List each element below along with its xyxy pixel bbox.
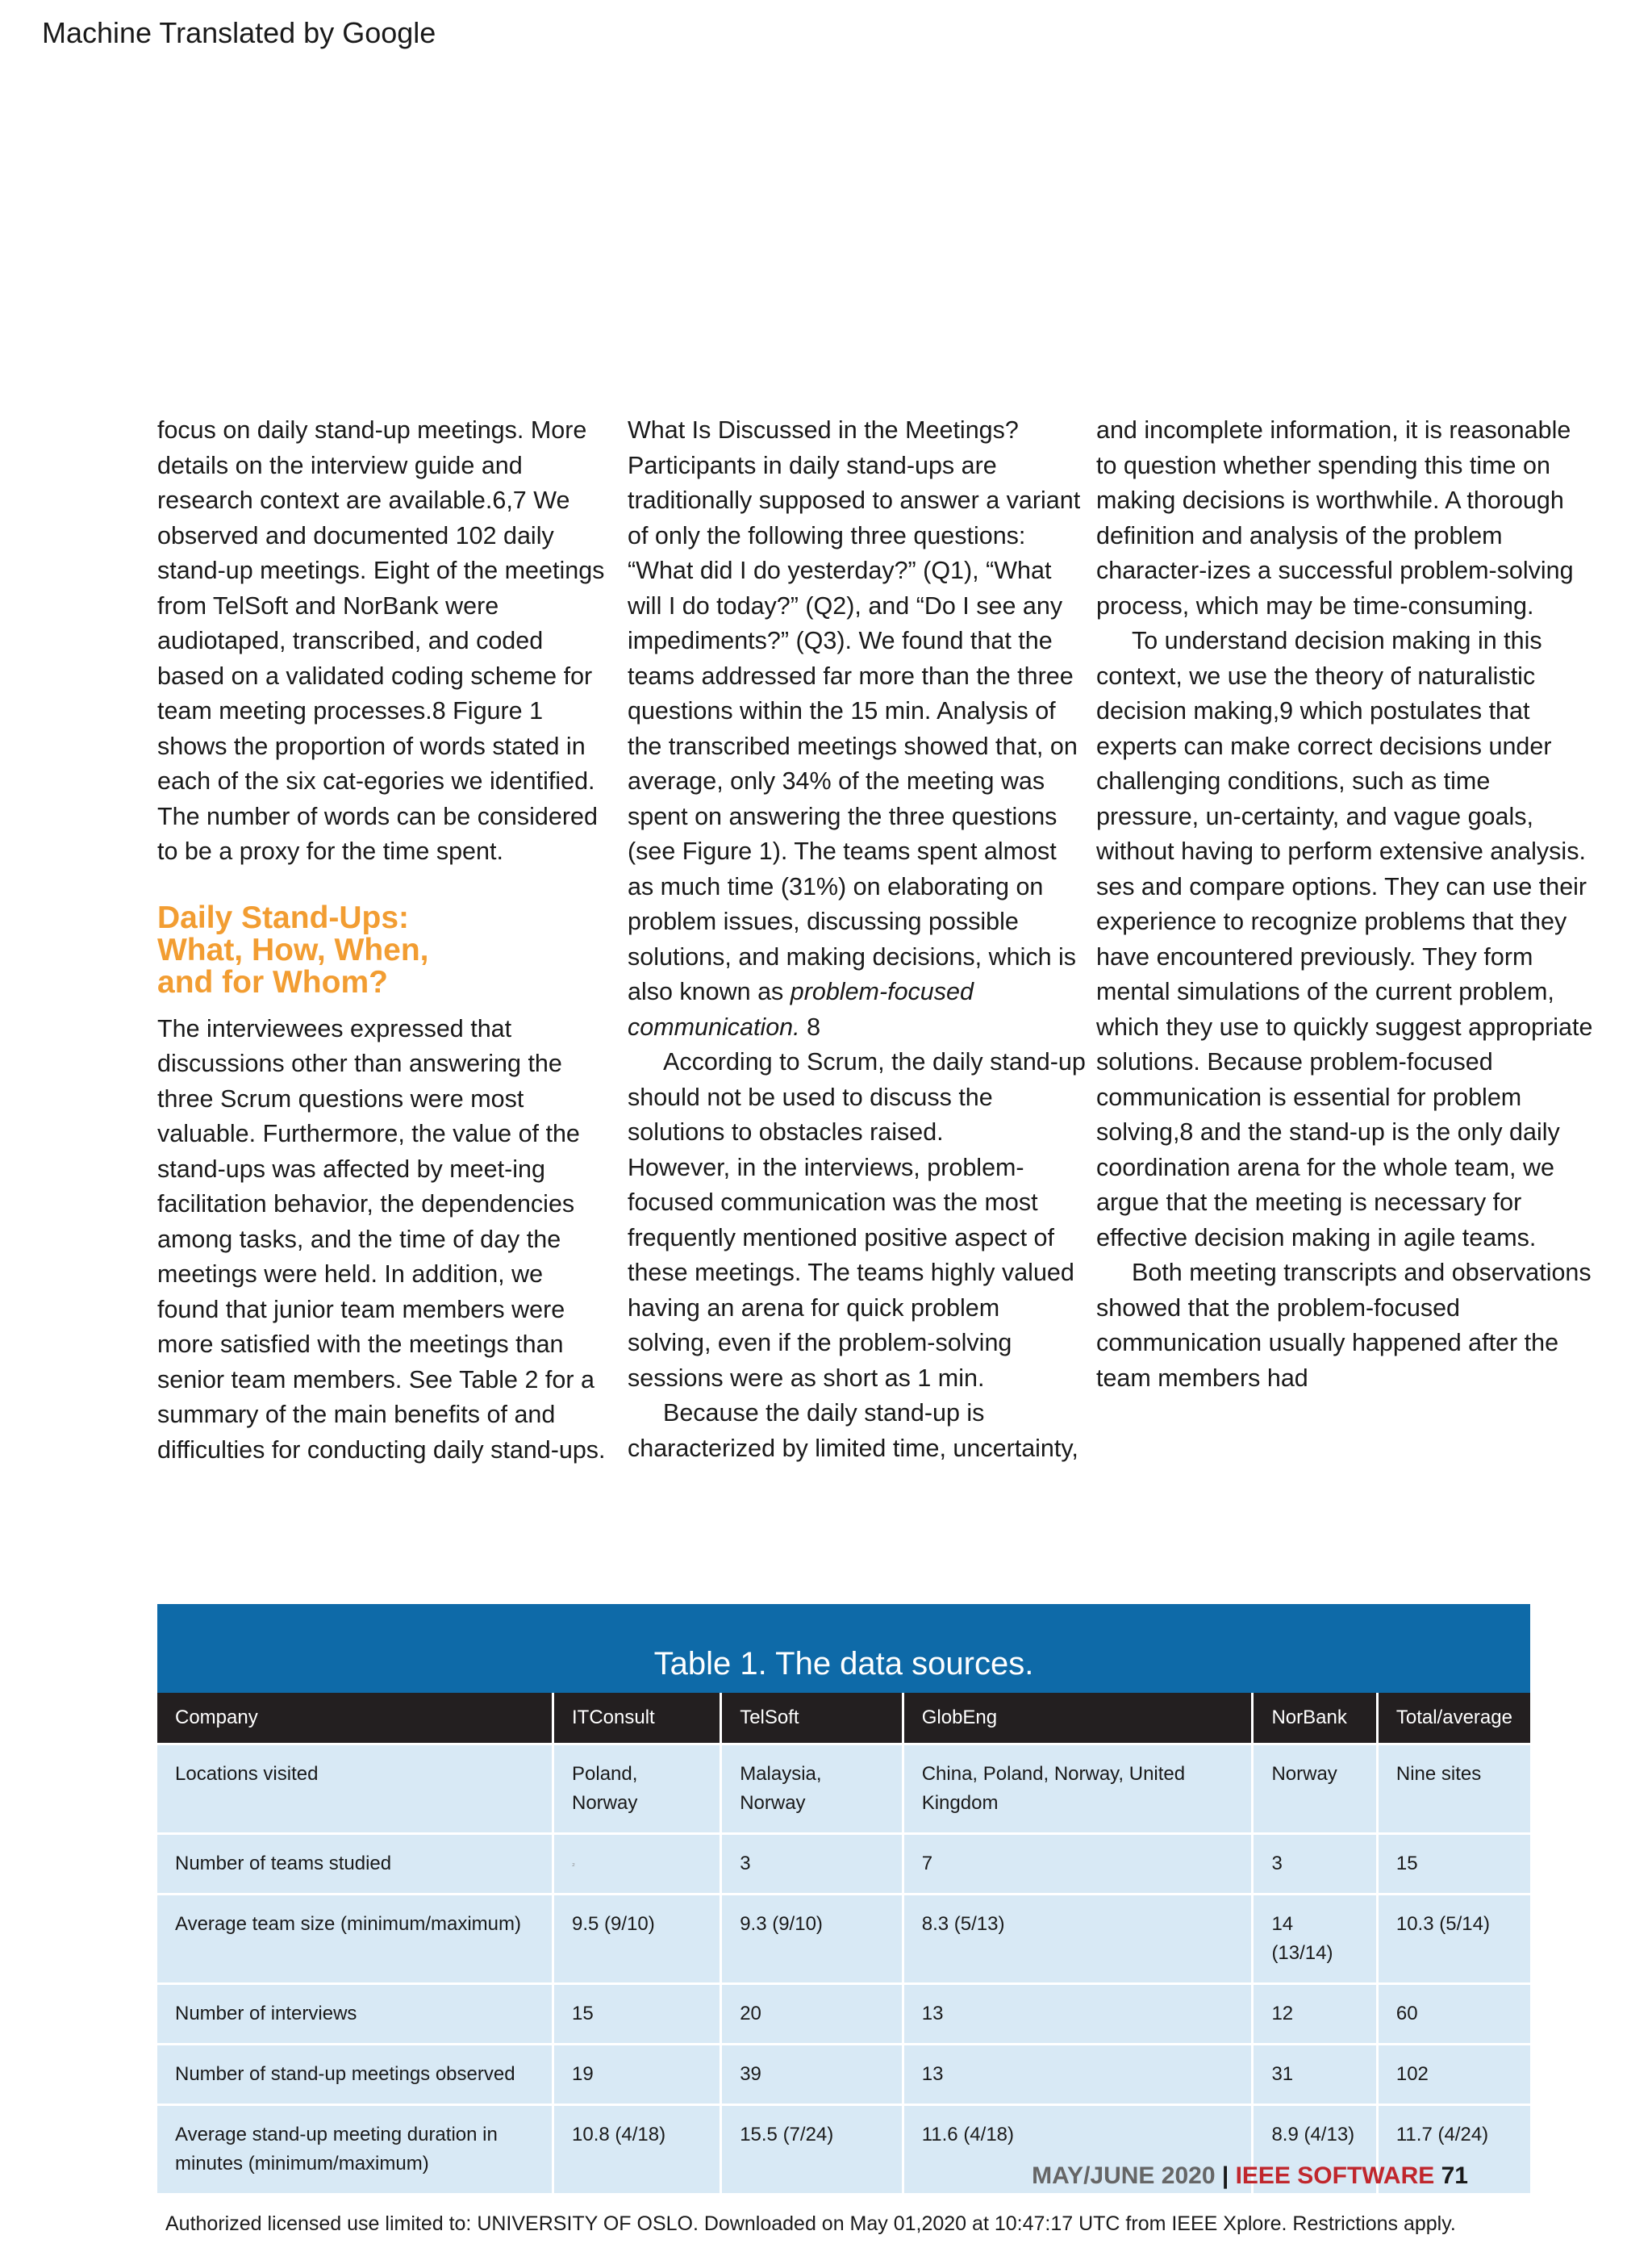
section-heading-line: and for Whom? bbox=[157, 964, 388, 1000]
section-heading bbox=[157, 902, 609, 999]
table-row bbox=[157, 1985, 1530, 2043]
table-cell: 15.5 (7/24) bbox=[722, 2106, 902, 2193]
journal-name: IEEE SOFTWARE bbox=[1235, 2162, 1435, 2189]
paragraph-text: Participants in daily stand-ups are traditionally supposed to answer a variant of only the following three questions: “What did I do yesterday?” (Q1), “What will I do today?” (Q2), and “Do I see any impediments?” (Q3). We found that the teams addressed far more than the three questions within the 15 min. Analysis of the transcribed meetings showed that, on average, only 34% of the meeting was spent on answering the three questions (see Figure 1). The teams spent almost as much time (31%) on elaborating on problem issues, discussing possible solutions, and making decisions, which is also known as bbox=[628, 451, 1081, 1005]
page-number: 71 bbox=[1434, 2162, 1468, 2189]
table-header-cell: Total/average bbox=[1379, 1693, 1530, 1743]
table-cell: 9.3 (9/10) bbox=[722, 1895, 902, 1982]
table-cell: ₂ bbox=[554, 1835, 720, 1893]
footer-separator: | bbox=[1215, 2162, 1236, 2189]
table-cell: 11.7 (4/24) bbox=[1379, 2106, 1530, 2193]
table-cell: 12 bbox=[1254, 1985, 1375, 2043]
reference-number: 8 bbox=[799, 1013, 821, 1041]
table-header-cell: TelSoft bbox=[722, 1693, 902, 1743]
table-title: Table 1. The data sources. bbox=[157, 1604, 1530, 1693]
table-cell: 8.9 (4/13) bbox=[1254, 2106, 1375, 2193]
table-cell: 3 bbox=[722, 1835, 902, 1893]
section-heading-line: Daily Stand-Ups: bbox=[157, 900, 410, 935]
table-cell: Malaysia, Norway bbox=[722, 1745, 902, 1832]
table-row bbox=[157, 1745, 1530, 1832]
table-cell: Norway bbox=[1254, 1745, 1375, 1832]
body-paragraph: The interviewees expressed that discussions other than answering the three Scrum questions were most valuable. Furthermore, the value of the stand-ups was affected by meet-ing facilitation behavior, the dependencies among tasks, and the time of day the meetings were held. In addition, we found that junior team members were more satisfied with the meetings than senior team members. See Table 2 for a summary of the main benefits of and difficulties for conducting daily stand-ups. bbox=[157, 1014, 606, 1464]
table-cell: 10.3 (5/14) bbox=[1379, 1895, 1530, 1982]
table-header-cell: ITConsult bbox=[554, 1693, 720, 1743]
table-row bbox=[157, 1895, 1530, 1982]
table-cell: Number of stand-up meetings observed bbox=[157, 2045, 552, 2104]
text-column-3 bbox=[1096, 413, 1596, 1396]
table-cell: 31 bbox=[1254, 2045, 1375, 2104]
table-cell: Number of interviews bbox=[157, 1985, 552, 2043]
body-paragraph: However, in the interviews, problem-focused communication was the most frequently mentioned positive aspect of these meetings. The teams highly valued having an arena for quick problem solving, even if the problem-solving sessions were as short as 1 min. bbox=[628, 1153, 1074, 1392]
table-cell: 39 bbox=[722, 2045, 902, 2104]
table-cell: 14 (13/14) bbox=[1254, 1895, 1375, 1982]
table-cell: 9.5 (9/10) bbox=[554, 1895, 720, 1982]
table-cell: 13 bbox=[904, 1985, 1252, 2043]
table-cell: China, Poland, Norway, United Kingdom bbox=[904, 1745, 1252, 1832]
table-cell: 13 bbox=[904, 2045, 1252, 2104]
section-heading-line: What, How, When, bbox=[157, 932, 429, 967]
table-cell: Poland, Norway bbox=[554, 1745, 720, 1832]
body-paragraph: Both meeting transcripts and observations showed that the problem-focused communication usually happened after the team members had bbox=[1096, 1259, 1592, 1392]
table-cell: 19 bbox=[554, 2045, 720, 2104]
table-cell: 15 bbox=[554, 1985, 720, 2043]
table-cell: Average team size (minimum/maximum) bbox=[157, 1895, 552, 1982]
table-row bbox=[157, 2045, 1530, 2104]
body-paragraph: Because the daily stand-up is characterized by limited time, uncertainty, bbox=[628, 1399, 1078, 1462]
table-cell: 11.6 (4/18) bbox=[904, 2106, 1252, 2193]
table-cell: 15 bbox=[1379, 1835, 1530, 1893]
table-cell: 102 bbox=[1379, 2045, 1530, 2104]
table bbox=[155, 1690, 1533, 2195]
table-cell: Locations visited bbox=[157, 1745, 552, 1832]
machine-translation-banner: Machine Translated by Google bbox=[42, 16, 436, 49]
table-header-row bbox=[157, 1693, 1530, 1743]
table-cell: 8.3 (5/13) bbox=[904, 1895, 1252, 1982]
table-row bbox=[157, 1835, 1530, 1893]
subsection-heading: What Is Discussed in the Meetings? bbox=[628, 416, 1019, 444]
table-cell: Number of teams studied bbox=[157, 1835, 552, 1893]
body-paragraph: According to Scrum, the daily stand-up should not be used to discuss the solutions to obstacles raised. bbox=[628, 1048, 1086, 1146]
table-cell: 20 bbox=[722, 1985, 902, 2043]
body-paragraph bbox=[628, 413, 1087, 1045]
issue-date: MAY/JUNE 2020 bbox=[1032, 2162, 1216, 2189]
text-column-1 bbox=[157, 413, 609, 1468]
table-header-cell: Company bbox=[157, 1693, 552, 1743]
body-paragraph: To understand decision making in this context, we use the theory of naturalistic decision making,9 which postulates that experts can make correct decisions under challenging conditions, such as time pressure, un-certainty, and vague goals, without having to perform extensive analysis. ses and compare options. They can use their experience to recognize problems that they have encountered previously. They form mental simulations of the current problem, which they use to quickly suggest appropriate solutions. Because problem-focused communication is essential for problem solving,8 and the stand-up is the only daily coordination arena for the whole team, we argue that the meeting is necessary for effective decision making in agile teams. bbox=[1096, 627, 1593, 1251]
text-column-2 bbox=[628, 413, 1087, 1466]
table-cell: Average stand-up meeting duration in minutes (minimum/maximum) bbox=[157, 2106, 552, 2193]
body-paragraph: and incomplete information, it is reasonable to question whether spending this time on making decisions is worthwhile. A thorough definition and analysis of the problem character-izes a successful problem-solving process, which may be time-consuming. bbox=[1096, 416, 1574, 620]
table-header-cell: GlobEng bbox=[904, 1693, 1252, 1743]
issue-footer bbox=[1032, 2162, 1468, 2190]
data-sources-table bbox=[157, 1604, 1530, 2195]
table-cell: 7 bbox=[904, 1835, 1252, 1893]
table-cell: Nine sites bbox=[1379, 1745, 1530, 1832]
body-paragraph: focus on daily stand-up meetings. More details on the interview guide and research context are available.6,7 We observed and documented 102 daily stand-up meetings. Eight of the meetings from TelSoft and NorBank were audiotaped, transcribed, and coded based on a validated coding scheme for team meeting processes.8 Figure 1 shows the proportion of words stated in each of the six cat-egories we identified. The number of words can be considered to be a proxy for the time spent. bbox=[157, 416, 605, 865]
italic-term: problem-focused communication. bbox=[628, 978, 974, 1041]
table-header-cell: NorBank bbox=[1254, 1693, 1375, 1743]
table-cell: 3 bbox=[1254, 1835, 1375, 1893]
table-cell: 60 bbox=[1379, 1985, 1530, 2043]
license-notice: Authorized licensed use limited to: UNIVERSITY OF OSLO. Downloaded on May 01,2020 at 10:47:17 UTC from IEEE Xplore. Restrictions apply. bbox=[165, 2212, 1456, 2235]
table-cell: 10.8 (4/18) bbox=[554, 2106, 720, 2193]
